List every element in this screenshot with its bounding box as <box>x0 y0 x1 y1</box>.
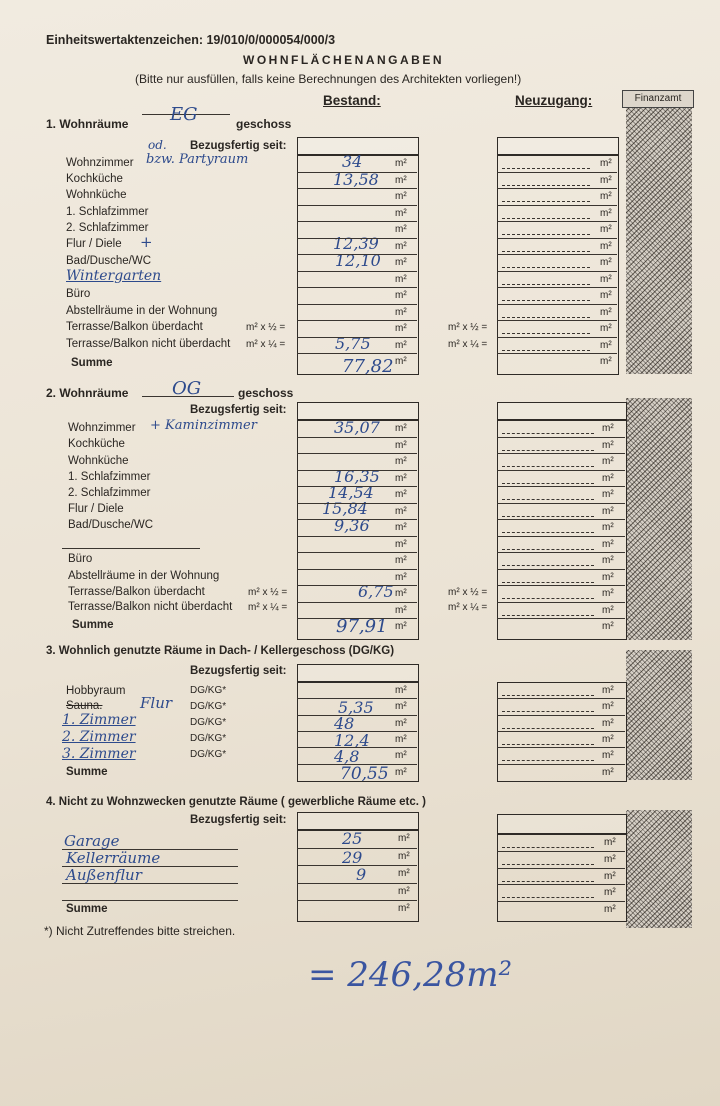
s2-terrasse1-factor: m² x ½ = <box>248 587 288 598</box>
s2-val-schlaf2: 14,54 <box>328 483 374 502</box>
s1-neu-entry-line <box>502 234 590 235</box>
s2-bestand-row-separator <box>297 552 417 553</box>
s4-bestand-row-separator <box>297 865 417 866</box>
s1-bestand-unit-label: m² <box>395 207 407 219</box>
s2-neu-unit-label: m² <box>602 588 614 599</box>
s2-neu-row-separator <box>497 602 625 603</box>
s1-neu-row-separator <box>497 353 617 354</box>
s1-neu-row-separator <box>497 221 617 222</box>
s4-neu-bezugsfertig-field[interactable] <box>497 814 627 834</box>
s4-title: 4. Nicht zu Wohnzwecken genutzte Räume ( gewerbliche Räume etc. ) <box>46 796 426 808</box>
s4-neu-unit-label: m² <box>604 853 616 865</box>
s3-neu-row-separator <box>497 764 625 765</box>
s2-bestand-unit-label: m² <box>395 423 407 434</box>
s3-dgkg-5: DG/KG* <box>190 749 227 760</box>
s1-neu-unit-label: m² <box>600 306 612 318</box>
s4-aussen-hw: Außenflur <box>66 866 142 884</box>
s2-neu-entry-line <box>502 615 594 616</box>
s3-title: 3. Wohnlich genutzte Räume in Dach- / Kellergeschoss (DG/KG) <box>46 645 395 657</box>
s1-bestand-row-separator <box>297 254 417 255</box>
s1-neu-entry-line <box>502 201 590 202</box>
s2-neu-bezugsfertig-field[interactable] <box>497 402 627 420</box>
s3-bestand-row-separator <box>297 764 417 765</box>
s2-row-kochkueche: Kochküche <box>68 438 125 450</box>
s2-title: 2. Wohnräume <box>46 386 129 400</box>
col-bestand: Bestand: <box>323 93 381 108</box>
s3-zimmer3-hw: 3. Zimmer <box>62 746 136 762</box>
s4-keller-hw: Kellerräume <box>66 849 161 867</box>
s2-summe: Summe <box>72 619 114 631</box>
s2-neu-terrasse1-factor: m² x ½ = <box>448 587 488 598</box>
s3-neu-unit-label: m² <box>602 733 614 745</box>
s1-neu-terrasse2-factor: m² x ¼ = <box>448 339 488 350</box>
s2-neu-entry-line <box>502 516 594 517</box>
s1-val-kochkueche: 13,58 <box>333 170 379 189</box>
s1-terrasse2-factor: m² x ¼ = <box>246 339 286 350</box>
s2-bestand-unit-label: m² <box>395 621 407 632</box>
s2-wohnzimmer-hw: + Kaminzimmer <box>150 418 257 433</box>
s1-terrasse1-factor: m² x ½ = <box>246 322 286 333</box>
s1-neu-unit-label: m² <box>600 339 612 351</box>
s2-val-summe: 97,91 <box>336 616 388 637</box>
s2-bestand-unit-label: m² <box>395 505 407 517</box>
s3-neu-unit-label: m² <box>602 717 614 729</box>
s1-row-bad: Bad/Dusche/WC <box>66 255 152 267</box>
s2-neu-unit-label: m² <box>602 538 614 550</box>
s2-bestand-row-separator <box>297 519 417 520</box>
s1-neu-unit-label: m² <box>600 273 612 285</box>
s4-line-3 <box>62 883 238 884</box>
s2-neu-row-separator <box>497 437 625 438</box>
s1-row-terrasse2: Terrasse/Balkon nicht überdacht <box>66 338 231 350</box>
s3-summe: Summe <box>66 766 108 778</box>
s1-neu-row-separator <box>497 337 617 338</box>
s2-val-schlaf1: 16,35 <box>334 467 380 486</box>
s2-neu-entry-line <box>502 565 594 566</box>
s2-geschoss: geschoss <box>238 386 294 400</box>
s2-neu-entry-line <box>502 549 594 550</box>
s2-neu-row-separator <box>497 552 625 553</box>
s1-row-schlaf2: 2. Schlafzimmer <box>66 222 149 234</box>
s4-neu-unit-label: m² <box>604 870 616 882</box>
s4-neu-entry-line <box>502 847 594 848</box>
s4-neu-row-separator <box>497 884 625 885</box>
s3-bestand-row-separator <box>297 731 417 732</box>
s4-neu-row-separator <box>497 901 625 902</box>
s2-neu-unit-label: m² <box>602 604 614 616</box>
s2-neu-entry-line <box>502 433 594 434</box>
s1-bestand-unit-label: m² <box>395 191 407 202</box>
s2-row-terrasse2: Terrasse/Balkon nicht überdacht <box>68 601 233 613</box>
s1-neu-unit-label: m² <box>600 207 612 219</box>
s2-terrasse2-factor: m² x ¼ = <box>248 602 288 613</box>
s4-bezugsfertig-field[interactable] <box>297 812 419 830</box>
s1-bestand-unit-label: m² <box>395 273 407 285</box>
s4-neu-entry-line <box>502 897 594 898</box>
s1-neu-unit-label: m² <box>600 323 612 334</box>
s1-neu-unit-label: m² <box>600 158 612 169</box>
s4-bestand-row-separator <box>297 883 417 884</box>
s2-row-abstell: Abstellräume in der Wohnung <box>68 570 220 582</box>
s2-neu-row-separator <box>497 470 625 471</box>
s2-neu-unit-label: m² <box>602 555 614 566</box>
s1-summe: Summe <box>71 357 113 369</box>
s2-row-buero: Büro <box>68 553 93 565</box>
s1-neu-row-separator <box>497 320 617 321</box>
s2-neu-unit-label: m² <box>602 489 614 500</box>
s1-title: 1. Wohnräume <box>46 117 129 131</box>
s1-neu-entry-line <box>502 218 590 219</box>
s3-neu-row-separator <box>497 715 625 716</box>
s1-row-wohnkueche: Wohnküche <box>66 189 127 201</box>
s1-bestand-row-separator <box>297 271 417 272</box>
s3-val-summe: 70,55 <box>340 764 389 784</box>
s1-neu-entry-line <box>502 317 590 318</box>
s3-neu-row-separator <box>497 698 625 699</box>
s1-neu-entry-line <box>502 333 590 334</box>
s1-bestand-unit-label: m² <box>395 356 407 367</box>
s2-row-flur: Flur / Diele <box>68 503 124 515</box>
s2-neu-unit-label: m² <box>602 423 614 434</box>
s4-bestand-unit-label: m² <box>398 868 410 879</box>
s1-bestand-unit-label: m² <box>395 224 407 235</box>
s1-neu-unit-label: m² <box>600 191 612 202</box>
s3-val-z2: 12,4 <box>334 731 370 750</box>
s2-neu-unit-label: m² <box>602 472 614 484</box>
s3-neu-unit-label: m² <box>602 701 614 713</box>
s1-val-terrasse2: 5,75 <box>335 334 371 353</box>
s2-bestand-unit-label: m² <box>395 439 407 451</box>
s4-bestand-unit-label: m² <box>398 850 410 862</box>
s2-val-terrasse1: 6,75 <box>358 582 394 601</box>
s2-val-flur: 15,84 <box>322 499 368 518</box>
s2-neu-entry-line <box>502 466 594 467</box>
s1-neu-row-separator <box>497 287 617 288</box>
s4-neu-unit-label: m² <box>604 887 616 899</box>
s1-neu-row-separator <box>497 254 617 255</box>
s1-bestand-unit-label: m² <box>395 323 407 334</box>
s1-od-hw: od. <box>148 138 167 152</box>
s3-neu-row-separator <box>497 747 625 748</box>
s4-val-garage: 25 <box>342 829 363 848</box>
s1-row-schlaf1: 1. Schlafzimmer <box>66 206 149 218</box>
s2-bestand-unit-label: m² <box>395 555 407 566</box>
s2-bestand-row-separator <box>297 486 417 487</box>
s2-neu-row-separator <box>497 536 625 537</box>
s2-bestand-unit-label: m² <box>395 604 407 616</box>
s1-bestand-row-separator <box>297 287 417 288</box>
s2-floor-hw: OG <box>172 378 202 399</box>
s2-neu-entry-line <box>502 450 594 451</box>
s2-bestand-row-separator <box>297 585 417 586</box>
s2-bestand-row-separator <box>297 470 417 471</box>
s2-neu-entry-line <box>502 483 594 484</box>
s1-neu-row-separator <box>497 304 617 305</box>
s3-neu-row-separator <box>497 731 625 732</box>
s1-neu-row-separator <box>497 271 617 272</box>
s2-bestand-unit-label: m² <box>395 538 407 550</box>
s1-bezugsfertig: Bezugsfertig seit: <box>190 140 287 152</box>
s3-val-z3: 4,8 <box>334 747 360 766</box>
s2-bestand-row-separator <box>297 503 417 504</box>
s1-row-buero: Büro <box>66 288 91 300</box>
s3-bestand-row-separator <box>297 715 417 716</box>
s3-dgkg-4: DG/KG* <box>190 733 227 744</box>
s2-bezugsfertig: Bezugsfertig seit: <box>190 404 287 416</box>
s3-neu-unit-label: m² <box>602 766 614 778</box>
s1-neu-unit-label: m² <box>600 174 612 186</box>
s2-blank-line <box>62 548 200 549</box>
s1-flur-hw: + <box>140 233 153 251</box>
s1-val-wohnzimmer: 34 <box>342 152 363 171</box>
s2-row-schlaf2: 2. Schlafzimmer <box>68 487 151 499</box>
s2-bestand-row-separator <box>297 569 417 570</box>
s2-bestand-unit-label: m² <box>395 489 407 500</box>
s4-summe: Summe <box>66 903 108 915</box>
s3-bestand-unit-label: m² <box>395 766 407 778</box>
s2-wohnzimmer: Wohnzimmer <box>68 422 136 434</box>
s2-row-schlaf1: 1. Schlafzimmer <box>68 471 151 483</box>
s3-dgkg-3: DG/KG* <box>190 717 227 728</box>
s1-neu-entry-line <box>502 251 590 252</box>
s1-row-kochkueche: Kochküche <box>66 173 123 185</box>
s1-neu-unit-label: m² <box>600 290 612 301</box>
s4-val-aussen: 9 <box>356 865 367 884</box>
s1-bestand-row-separator <box>297 304 417 305</box>
s1-neu-entry-line <box>502 267 590 268</box>
s1-neu-entry-line <box>502 350 590 351</box>
s2-row-wohnkueche: Wohnküche <box>68 455 129 467</box>
s2-bestand-unit-label: m² <box>395 588 407 599</box>
s1-bestand-row-separator <box>297 188 417 189</box>
s3-bezugsfertig-field[interactable] <box>297 664 419 682</box>
finanzamt-column-4 <box>626 810 692 928</box>
s2-neu-unit-label: m² <box>602 505 614 517</box>
s3-dgkg-1: DG/KG* <box>190 685 227 696</box>
s2-bestand-unit-label: m² <box>395 472 407 484</box>
col-finanzamt: Finanzamt <box>622 90 694 108</box>
total-handwritten: = 246,28m² <box>308 955 513 995</box>
s2-bestand-row-separator <box>297 453 417 454</box>
s1-neu-entry-line <box>502 168 590 169</box>
s1-neu-row-separator <box>497 188 617 189</box>
s2-neu-terrasse2-factor: m² x ¼ = <box>448 602 488 613</box>
s1-val-bad: 12,10 <box>335 251 381 270</box>
page-subtitle: (Bitte nur ausfüllen, falls keine Berechnungen des Architekten vorliegen!) <box>135 72 522 86</box>
s3-neu-unit-label: m² <box>602 685 614 696</box>
s2-neu-row-separator <box>497 486 625 487</box>
s2-neu-row-separator <box>497 569 625 570</box>
s2-neu-entry-line <box>502 598 594 599</box>
s4-neu-entry-line <box>502 864 594 865</box>
finanzamt-column-1 <box>626 108 692 374</box>
s2-neu-row-separator <box>497 585 625 586</box>
s3-neu-entry-line <box>502 760 594 761</box>
s2-val-bad: 9,36 <box>334 516 370 535</box>
s2-neu-unit-label: m² <box>602 571 614 583</box>
s2-row-bad: Bad/Dusche/WC <box>68 519 154 531</box>
s2-bestand-unit-label: m² <box>395 522 407 533</box>
s2-neu-unit-label: m² <box>602 522 614 533</box>
s1-wintergarten-hw: Wintergarten <box>66 268 162 284</box>
finanzamt-column-2 <box>626 398 692 640</box>
s2-bestand-row-separator <box>297 437 417 438</box>
s2-neu-unit-label: m² <box>602 456 614 467</box>
s3-sauna-hw: Flur <box>140 694 173 712</box>
s1-neu-entry-line <box>502 185 590 186</box>
s4-line-4 <box>62 900 238 901</box>
s3-bestand-unit-label: m² <box>395 685 407 696</box>
s1-bestand-unit-label: m² <box>395 306 407 318</box>
s3-bestand-unit-label: m² <box>395 733 407 745</box>
s3-neu-entry-line <box>502 695 594 696</box>
s3-zimmer2-hw: 2. Zimmer <box>62 729 136 745</box>
s2-neu-unit-label: m² <box>602 439 614 451</box>
s1-neu-unit-label: m² <box>600 224 612 235</box>
s3-bestand-unit-label: m² <box>395 717 407 729</box>
s1-bestand-row-separator <box>297 221 417 222</box>
s3-neu-unit-label: m² <box>602 750 614 762</box>
s1-val-summe: 77,82 <box>342 356 394 377</box>
s1-bestand-row-separator <box>297 320 417 321</box>
s1-row-terrasse1: Terrasse/Balkon überdacht <box>66 321 203 333</box>
finanzamt-column-3 <box>626 650 692 780</box>
s1-neu-unit-label: m² <box>600 257 612 268</box>
s2-bestand-row-separator <box>297 618 417 619</box>
s3-val-z1: 48 <box>334 714 355 733</box>
s3-bezugsfertig: Bezugsfertig seit: <box>190 665 287 677</box>
s3-zimmer1-hw: 1. Zimmer <box>62 712 136 728</box>
s4-neu-unit-label: m² <box>604 837 616 848</box>
s2-bestand-row-separator <box>297 602 417 603</box>
s1-neu-row-separator <box>497 238 617 239</box>
s1-neu-unit-label: m² <box>600 356 612 367</box>
s1-bestand-row-separator <box>297 172 417 173</box>
s1-neu-terrasse1-factor: m² x ½ = <box>448 322 488 333</box>
s4-neu-row-separator <box>497 868 625 869</box>
s3-bestand-unit-label: m² <box>395 701 407 713</box>
s2-neu-row-separator <box>497 503 625 504</box>
s2-neu-entry-line <box>502 532 594 533</box>
s1-bestand-unit-label: m² <box>395 290 407 301</box>
s4-bestand-unit-label: m² <box>398 833 410 844</box>
aktenzeichen: Einheitswertaktenzeichen: 19/010/0/000054/000/3 <box>46 33 336 47</box>
s1-bestand-row-separator <box>297 337 417 338</box>
s1-bestand-unit-label: m² <box>395 257 407 268</box>
s1-bestand-row-separator <box>297 205 417 206</box>
s2-row-terrasse1: Terrasse/Balkon überdacht <box>68 586 205 598</box>
s4-bezugsfertig: Bezugsfertig seit: <box>190 814 287 826</box>
s2-val-wohnzimmer: 35,07 <box>334 418 380 437</box>
s2-neu-row-separator <box>497 453 625 454</box>
s2-neu-row-separator <box>497 519 625 520</box>
s4-val-keller: 29 <box>342 848 363 867</box>
s3-sauna: Sauna. <box>66 700 103 712</box>
s4-bestand-unit-label: m² <box>398 903 410 914</box>
s4-neu-unit-label: m² <box>604 904 616 916</box>
s3-bestand-row-separator <box>297 747 417 748</box>
s3-bestand-row-separator <box>297 698 417 699</box>
s1-wohnzimmer-hw: bzw. Partyraum <box>146 152 249 167</box>
s1-row-flur: Flur / Diele <box>66 238 122 250</box>
s3-neu-entry-line <box>502 711 594 712</box>
s1-neu-row-separator <box>497 205 617 206</box>
s1-neu-entry-line <box>502 300 590 301</box>
s1-bestand-unit-label: m² <box>395 174 407 186</box>
s1-bestand-unit-label: m² <box>395 158 407 169</box>
s4-bestand-unit-label: m² <box>398 885 410 897</box>
footnote: *) Nicht Zutreffendes bitte streichen. <box>44 924 236 938</box>
s1-neu-bezugsfertig-field[interactable] <box>497 137 619 155</box>
s4-garage-hw: Garage <box>64 832 120 850</box>
s4-bestand-row-separator <box>297 900 417 901</box>
s1-neu-row-separator <box>497 172 617 173</box>
s4-neu-entry-line <box>502 881 594 882</box>
s1-row-abstell: Abstellräume in der Wohnung <box>66 305 218 317</box>
s3-dgkg-2: DG/KG* <box>190 701 227 712</box>
s2-neu-unit-label: m² <box>602 621 614 632</box>
s3-neu-entry-line <box>502 744 594 745</box>
s1-val-flur: 12,39 <box>333 234 379 253</box>
s2-neu-entry-line <box>502 499 594 500</box>
s2-bestand-unit-label: m² <box>395 456 407 467</box>
s2-neu-row-separator <box>497 618 625 619</box>
s1-bestand-unit-label: m² <box>395 240 407 252</box>
col-neuzugang: Neuzugang: <box>515 93 593 108</box>
s1-wohnzimmer: Wohnzimmer <box>66 157 134 169</box>
s1-neu-entry-line <box>502 284 590 285</box>
s1-floor-hw: EG <box>170 104 198 125</box>
s2-neu-entry-line <box>502 582 594 583</box>
s3-hobby: Hobbyraum <box>66 685 126 697</box>
s3-val-sauna: 5,35 <box>338 698 374 717</box>
s1-bestand-unit-label: m² <box>395 339 407 351</box>
s1-bestand-row-separator <box>297 353 417 354</box>
page-title: WOHNFLÄCHENANGABEN <box>243 53 444 67</box>
s3-neu-entry-line <box>502 728 594 729</box>
s4-neu-row-separator <box>497 851 625 852</box>
s1-geschoss: geschoss <box>236 117 292 131</box>
s4-bestand-row-separator <box>297 848 417 849</box>
s2-bestand-row-separator <box>297 536 417 537</box>
s1-neu-unit-label: m² <box>600 240 612 252</box>
s1-bestand-row-separator <box>297 238 417 239</box>
s3-bestand-unit-label: m² <box>395 750 407 762</box>
s2-bestand-unit-label: m² <box>395 571 407 583</box>
